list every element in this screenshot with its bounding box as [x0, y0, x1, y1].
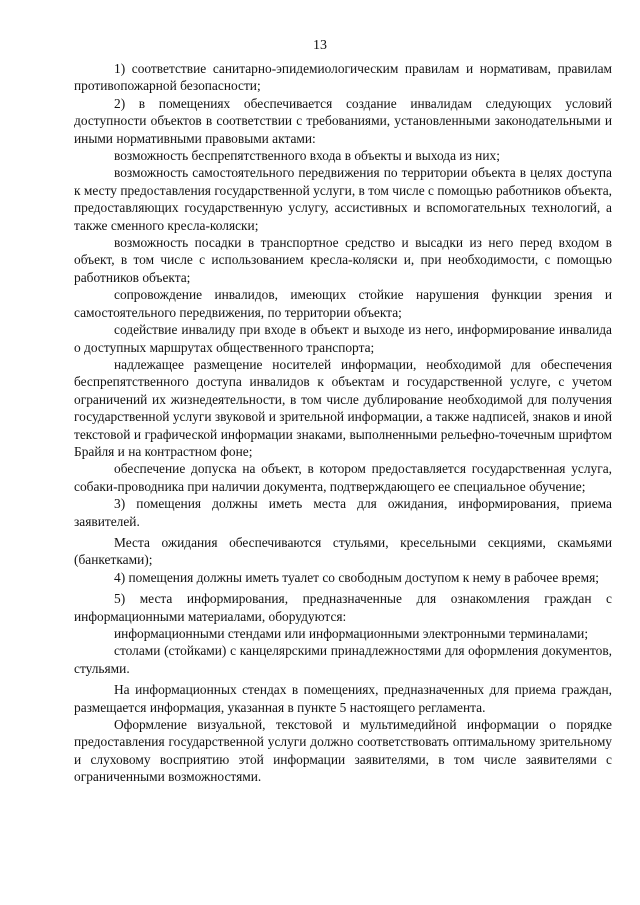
paragraph-escort-disabled: сопровождение инвалидов, имеющих стойкие нарушения функции зрения и самостоятельного передвижения, по территории объекта;: [74, 287, 612, 320]
paragraph-information-placement: надлежащее размещение носителей информации, необходимой для обеспечения беспрепятственного доступа инвалидов к объектам и государственной услуге, с учетом ограничений их жизнедеятельности, в том числе дублирование необходимой для получения государственной услуги звуковой и зрительной информации, а также надписей, знаков и иной текстовой и графической информации знаками, выполненными рельефно-точечным шрифтом Брайля и на контрастном фоне;: [74, 356, 612, 459]
paragraph-guide-dog: обеспечение допуска на объект, в котором предоставляется государственная услуга, собаки-проводника при наличии документа, подтверждающего ее специальное обучение;: [74, 461, 612, 494]
document-body: [74, 60, 612, 786]
paragraph-item-1: 1) соответствие санитарно-эпидемиологическим правилам и нормативам, правилам противопожарной безопасности;: [74, 61, 612, 94]
paragraph-item-5: 5) места информирования, предназначенные для ознакомления граждан с информационными материалами, оборудуются:: [74, 591, 612, 624]
paragraph-tables: столами (стойками) с канцелярскими принадлежностями для оформления документов, стульями.: [74, 643, 612, 676]
paragraph-waiting-places: Места ожидания обеспечиваются стульями, кресельными секциями, скамьями (банкетками);: [74, 534, 612, 568]
paragraph-independent-movement: возможность самостоятельного передвижения по территории объекта в целях доступа к месту предоставления государственной услуги, в том числе с помощью работников объекта, предоставляющих государственную услугу, ассистивных и вспомогательных технологий, а также сменного кресла-коляски;: [74, 165, 612, 233]
paragraph-item-4: 4) помещения должны иметь туалет со свободным доступом к нему в рабочее время;: [114, 569, 599, 585]
paragraph-vehicle-boarding: возможность посадки в транспортное средство и высадки из него перед входом в объект, в том числе с использованием кресла-коляски и, при необходимости, с помощью работников объекта;: [74, 235, 612, 285]
paragraph-item-3: 3) помещения должны иметь места для ожидания, информирования, приема заявителей.: [74, 496, 612, 529]
paragraph-assistance-entry: содействие инвалиду при входе в объект и выходе из него, информирование инвалида о доступных маршрутах общественного транспорта;: [74, 322, 612, 355]
paragraph-visual-information: Оформление визуальной, текстовой и мультимедийной информации о порядке предоставления государственной услуги должно соответствовать оптимальному зрительному и слуховому восприятию этой информации заявителями, в том числе заявителями с ограниченными возможностями.: [74, 717, 612, 785]
paragraph-stand-information: На информационных стендах в помещениях, предназначенных для приема граждан, размещается информация, указанная в пункте 5 настоящего регламента.: [74, 682, 612, 715]
paragraph-entrance-access: возможность беспрепятственного входа в объекты и выхода из них;: [114, 148, 500, 164]
paragraph-info-stands: информационными стендами или информационными электронными терминалами;: [114, 626, 589, 641]
paragraph-item-2: 2) в помещениях обеспечивается создание инвалидам следующих условий доступности объектов в соответствии с требованиями, установленными законодательными и иными нормативными правовыми актами:: [74, 95, 612, 146]
page-number: 13: [313, 38, 327, 53]
